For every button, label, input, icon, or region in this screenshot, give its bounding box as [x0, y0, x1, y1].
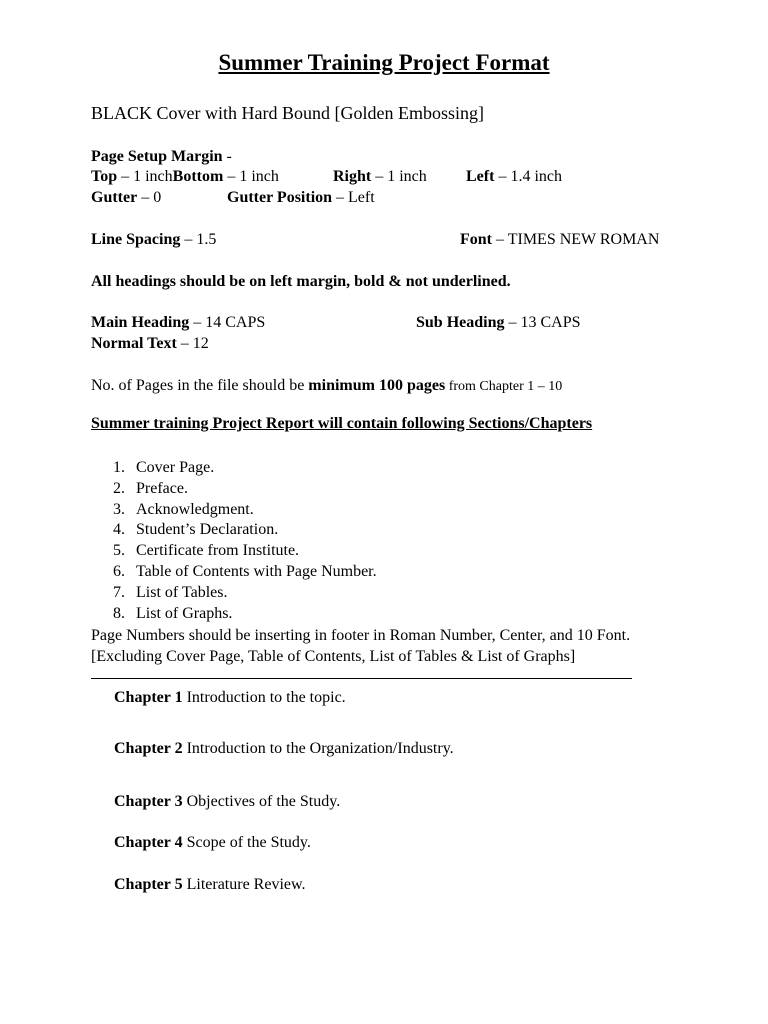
list-item: 6. Table of Contents with Page Number.: [113, 562, 377, 580]
headings-rule: All headings should be on left margin, bold & not underlined.: [91, 273, 511, 290]
line-spacing-value: – 1.5: [180, 231, 217, 248]
chapter-text: Introduction to the topic.: [182, 689, 346, 706]
font-label: Font: [460, 231, 492, 248]
line-spacing: [91, 230, 216, 250]
bottom-value: – 1 inch: [223, 168, 279, 185]
page-title: Summer Training Project Format: [218, 50, 550, 75]
left-label: Left: [466, 168, 495, 185]
margin-left: [466, 167, 562, 187]
margin-right: [333, 167, 427, 187]
chapter-label: Chapter 4: [114, 834, 183, 851]
list-item: 1. Cover Page.: [113, 459, 215, 476]
bottom-label: Bottom: [172, 168, 224, 185]
right-value: – 1 inch: [371, 168, 427, 185]
main-heading-size: [91, 313, 265, 333]
font-spec: [460, 230, 659, 250]
gutter-position-label: Gutter Position: [227, 189, 333, 206]
page-setup-label: Page Setup Margin: [91, 148, 223, 165]
top-label: Top: [91, 168, 118, 185]
chapter-2: [114, 739, 454, 759]
chapter-text: Objectives of the Study.: [182, 793, 341, 810]
sections-list: [113, 458, 377, 624]
page-setup-suffix: -: [222, 148, 232, 165]
chapter-4: [114, 833, 311, 853]
right-label: Right: [333, 168, 372, 185]
list-item: 2. Preface.: [113, 479, 188, 497]
list-item: 7. List of Tables.: [113, 583, 228, 601]
list-item: 5. Certificate from Institute.: [113, 542, 300, 560]
sub-heading-size: [416, 313, 581, 333]
normal-text-label: Normal Text: [91, 335, 177, 352]
list-item: 8. List of Graphs.: [113, 604, 233, 622]
pages-suffix: from Chapter 1 – 10: [445, 379, 563, 394]
pages-minimum: minimum 100 pages: [308, 377, 446, 394]
page-setup-heading: [91, 147, 232, 167]
chapter-text: Literature Review.: [182, 876, 306, 893]
chapter-text: Scope of the Study.: [182, 834, 311, 851]
gutter-position: [227, 188, 375, 208]
excluding-note: [Excluding Cover Page, Table of Contents, List of Tables & List of Graphs]: [91, 648, 576, 665]
normal-text-size: [91, 334, 209, 354]
chapter-3: [114, 792, 340, 812]
sections-heading: Summer training Project Report will contain following Sections/Chapters: [91, 415, 593, 432]
page-numbers-note: Page Numbers should be inserting in footer in Roman Number, Center, and 10 Font.: [91, 627, 631, 644]
line-spacing-label: Line Spacing: [91, 231, 181, 248]
chapter-text: Introduction to the Organization/Industry.: [182, 740, 454, 757]
gutter-label: Gutter: [91, 189, 138, 206]
top-value: – 1 inch: [117, 168, 173, 185]
chapter-5: [114, 875, 306, 895]
sub-heading-label: Sub Heading: [416, 314, 505, 331]
chapter-label: Chapter 5: [114, 876, 183, 893]
main-heading-value: – 14 CAPS: [189, 314, 266, 331]
pages-requirement: [91, 376, 562, 397]
sub-heading-value: – 13 CAPS: [504, 314, 581, 331]
chapter-label: Chapter 3: [114, 793, 183, 810]
gutter: [91, 188, 161, 208]
chapter-label: Chapter 1: [114, 689, 183, 706]
font-value: – TIMES NEW ROMAN: [492, 231, 660, 248]
main-heading-label: Main Heading: [91, 314, 190, 331]
chapter-label: Chapter 2: [114, 740, 183, 757]
list-item: 3. Acknowledgment.: [113, 500, 254, 518]
list-item: 4. Student’s Declaration.: [113, 521, 279, 539]
pages-prefix: No. of Pages in the file should be: [91, 377, 309, 394]
margin-top-bottom: [91, 167, 279, 187]
left-value: – 1.4 inch: [494, 168, 562, 185]
chapter-1: [114, 688, 346, 708]
normal-text-value: – 12: [176, 335, 209, 352]
cover-line: BLACK Cover with Hard Bound [Golden Embossing]: [91, 103, 484, 123]
gutter-position-value: – Left: [332, 189, 375, 206]
horizontal-rule: [91, 678, 632, 679]
gutter-value: – 0: [137, 189, 162, 206]
